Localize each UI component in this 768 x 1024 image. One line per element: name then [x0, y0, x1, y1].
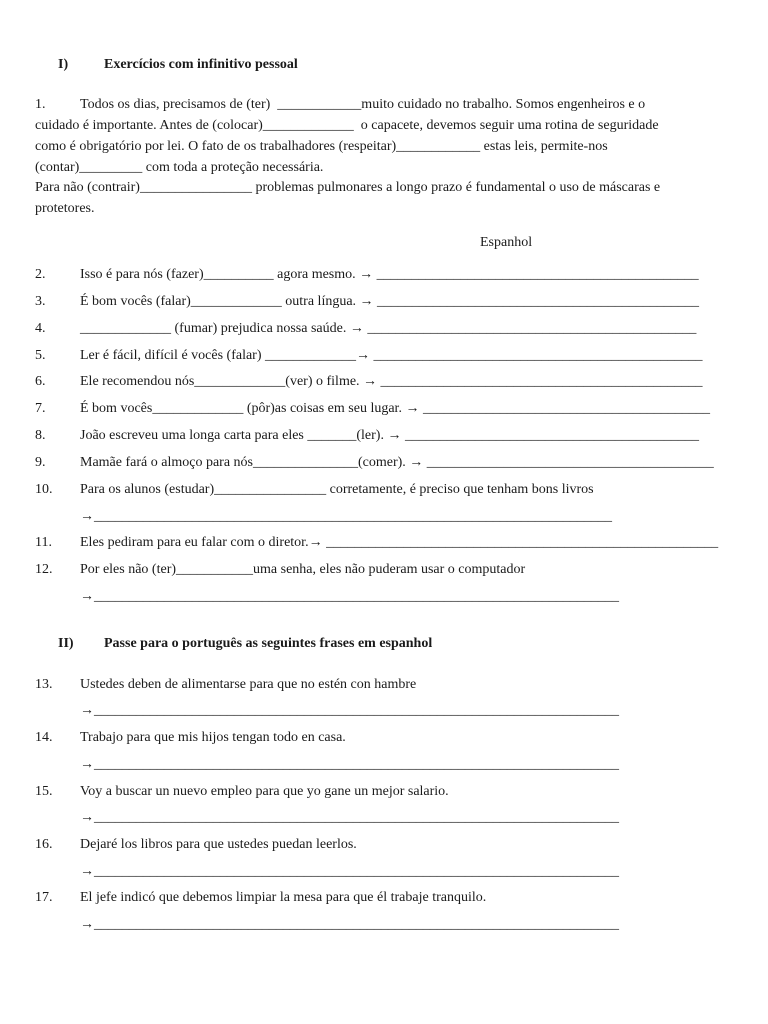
answer-line[interactable]: →___________________________________________________________________________ — [80, 703, 619, 718]
exercise-text: Ele recomendou nós_____________(ver) o filme. → ______________________________________________ — [80, 374, 703, 389]
exercise-1-line: protetores. — [35, 201, 95, 216]
exercise-1-line: cuidado é importante. Antes de (colocar)_____________ o capacete, devemos seguir uma rotina de seguridade — [35, 118, 659, 133]
exercise-number: 9. — [35, 455, 46, 470]
exercise-number: 6. — [35, 374, 46, 389]
exercise-number: 10. — [35, 482, 53, 497]
exercise-text: É bom vocês (falar)_____________ outra língua. → ______________________________________________ — [80, 294, 700, 309]
exercise-number: 17. — [35, 890, 53, 905]
exercise-1-line: Todos os dias, precisamos de (ter) ____________muito cuidado no trabalho. Somos engenheiros e o — [80, 97, 646, 112]
spanish-header: Espanhol — [480, 235, 533, 250]
exercise-number: 5. — [35, 348, 46, 363]
exercise-number: 2. — [35, 267, 46, 282]
exercise-text: Mamãe fará o almoço para nós_______________(comer). → _________________________________________ — [80, 455, 714, 470]
exercise-text: Ustedes deben de alimentarse para que no estén con hambre — [80, 677, 417, 692]
exercise-number: 7. — [35, 401, 46, 416]
answer-line[interactable]: →___________________________________________________________________________ — [80, 810, 619, 825]
exercise-text: _____________ (fumar) prejudica nossa saúde. → _______________________________________________ — [80, 321, 697, 336]
exercise-1-number: 1. — [35, 97, 46, 112]
exercise-number: 12. — [35, 562, 53, 577]
exercise-number: 13. — [35, 677, 53, 692]
exercise-text: Para os alunos (estudar)________________ corretamente, é preciso que tenham bons livros — [80, 482, 594, 497]
exercise-text: Eles pediram para eu falar com o diretor.→ ________________________________________________________ — [80, 535, 719, 550]
exercise-number: 3. — [35, 294, 46, 309]
answer-line[interactable]: →__________________________________________________________________________ — [80, 509, 612, 524]
exercise-text: El jefe indicó que debemos limpiar la mesa para que él trabaje tranquilo. — [80, 890, 487, 905]
exercise-number: 15. — [35, 784, 53, 799]
section-2-number: II) — [58, 636, 74, 651]
answer-line[interactable]: →___________________________________________________________________________ — [80, 864, 619, 879]
exercise-1-line: como é obrigatório por lei. O fato de os trabalhadores (respeitar)____________ estas leis, permite-nos — [35, 139, 608, 154]
exercise-text: João escreveu uma longa carta para eles _______(ler). → __________________________________________ — [80, 428, 699, 443]
exercise-text: Dejaré los libros para que ustedes puedan leerlos. — [80, 837, 357, 852]
answer-line[interactable]: →___________________________________________________________________________ — [80, 917, 619, 932]
exercise-text: Trabajo para que mis hijos tengan todo en casa. — [80, 730, 346, 745]
answer-line[interactable]: →___________________________________________________________________________ — [80, 757, 619, 772]
exercise-1-line: Para não (contrair)________________ problemas pulmonares a longo prazo é fundamental o uso de máscaras e — [35, 180, 661, 195]
exercise-text: Ler é fácil, difícil é vocês (falar) _____________→ _______________________________________________ — [80, 348, 703, 363]
section-1-number: I) — [58, 57, 69, 72]
exercise-text: Voy a buscar un nuevo empleo para que yo gane un mejor salario. — [80, 784, 449, 799]
answer-line[interactable]: →___________________________________________________________________________ — [80, 589, 619, 604]
exercise-text: Por eles não (ter)___________uma senha, eles não puderam usar o computador — [80, 562, 526, 577]
exercise-text: É bom vocês_____________ (pôr)as coisas em seu lugar. → _________________________________________ — [80, 401, 710, 416]
exercise-number: 8. — [35, 428, 46, 443]
exercise-1-line: (contar)_________ com toda a proteção necessária. — [35, 160, 324, 175]
exercise-number: 14. — [35, 730, 53, 745]
exercise-text: Isso é para nós (fazer)__________ agora mesmo. → ______________________________________________ — [80, 267, 699, 282]
exercise-number: 16. — [35, 837, 53, 852]
exercise-number: 11. — [35, 535, 52, 550]
section-2-title: Passe para o português as seguintes frases em espanhol — [104, 636, 433, 651]
exercise-number: 4. — [35, 321, 46, 336]
section-1-title: Exercícios com infinitivo pessoal — [104, 57, 298, 72]
